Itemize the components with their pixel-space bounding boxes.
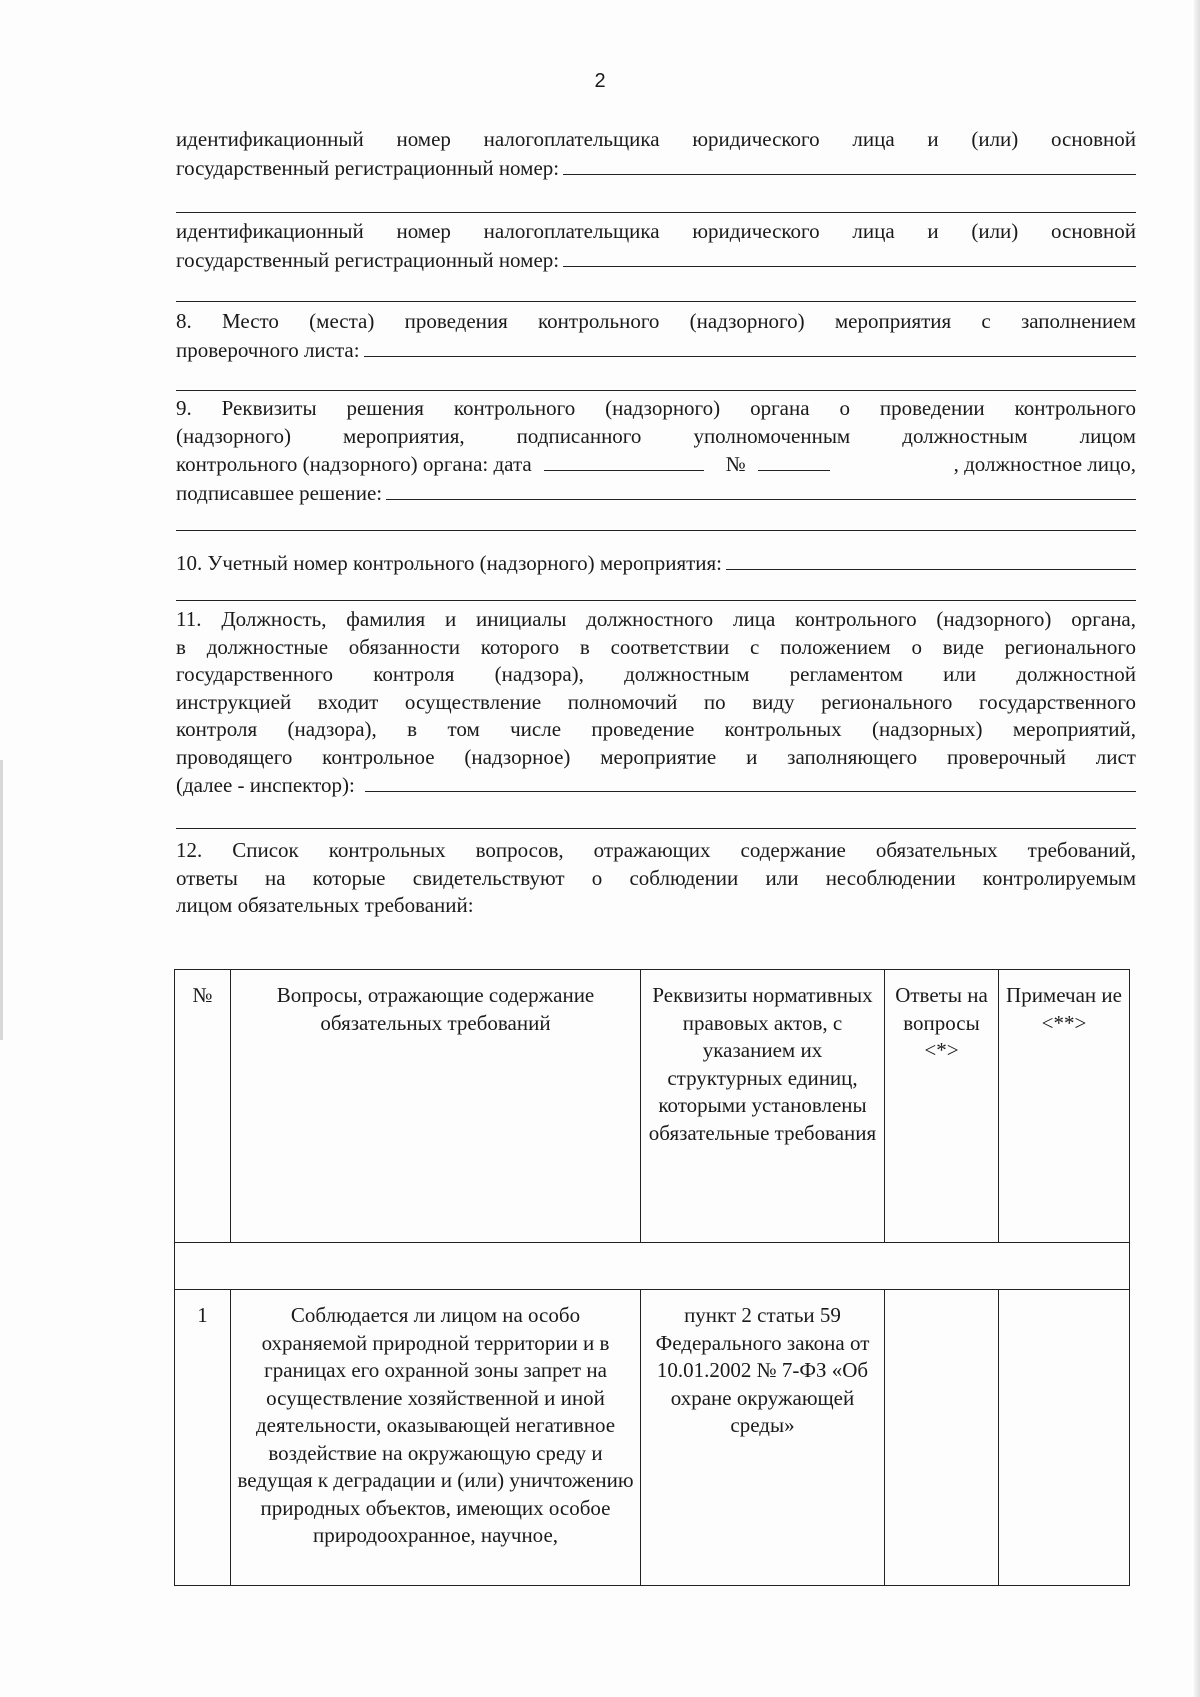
table-section-row [175, 1243, 1130, 1290]
registration-number-blank[interactable] [726, 549, 1136, 570]
item-8-line-1: 8. Место (места) проведения контрольного (надзорного) мероприятия с заполнением [176, 309, 1136, 333]
item-9-line-2: (надзорного) мероприятия, подписанного уполномоченным должностным лицом [176, 423, 1136, 448]
fill-rule[interactable] [176, 390, 1136, 391]
item-12-checklist-intro: 12. Список контрольных вопросов, отражающих содержание обязательных требований, ответы на которые свидетельствуют о соблюдении или несоблюдении контролируемым лицом обязательных требований: [176, 838, 1136, 917]
table-header-row [175, 970, 1130, 1243]
ogrn-line-1: государственный регистрационный номер: [176, 154, 1136, 183]
legal-entity-inn-block-2 [176, 218, 1136, 274]
checklist-table [174, 969, 1130, 1586]
fill-rule[interactable] [176, 301, 1136, 302]
place-fill-blank[interactable] [364, 336, 1136, 357]
row-question: Соблюдается ли лицом на особо охраняемой природной территории и в границах его охранной зоны запрет на осуществление хозяйственной и иной деятельности, оказывающей негативное воздействие на окружающую среду и ведущая к деградации и (или) уничтожению природных объектов, имеющих особое природоохранное, научное, [231, 1290, 641, 1586]
item-11-last-line: (далее - инспектор): [176, 771, 1136, 800]
decision-number-blank[interactable] [758, 450, 830, 471]
item-9-line-4: подписавшее решение: [176, 479, 1136, 508]
fill-rule[interactable] [176, 600, 1136, 601]
header-number: № [175, 970, 231, 1243]
row-note-cell[interactable] [999, 1290, 1130, 1586]
fill-rule[interactable] [176, 212, 1136, 213]
scan-edge-left [0, 760, 3, 1040]
inspector-fill-blank[interactable] [365, 771, 1136, 792]
ogrn-line-2: государственный регистрационный номер: [176, 246, 1136, 275]
item-8-line-2: проверочного листа: [176, 336, 1136, 365]
header-notes: Примечан ие <**> [999, 970, 1130, 1243]
scan-edge [1194, 0, 1200, 1697]
inn-line-2: идентификационный номер налогоплательщика юридического лица и (или) основной [176, 219, 1136, 243]
item-11-inspector: 11. Должность, фамилия и инициалы должностного лица контрольного (надзорного) органа, в должностные обязанности которого в соответствии с положением о виде регионального государственного контроля (надзора), должностным регламентом или должностной инструкцией входит осуществление полномочий по виду регионального государственного контроля (надзора), в том числе проведение контрольных (надзорных) мероприятий, проводящего контрольное (надзорное) мероприятие и заполняющего проверочный лист (далее - инспектор): [176, 606, 1136, 800]
header-answers: Ответы на вопросы <*> [885, 970, 999, 1243]
item-9-line-1: 9. Реквизиты решения контрольного (надзорного) органа о проведении контрольного [176, 396, 1136, 420]
decision-date-blank[interactable] [544, 450, 704, 471]
section-cell [175, 1243, 1130, 1290]
row-requisites: пункт 2 статьи 59 Федерального закона от 10.01.2002 № 7-ФЗ «Об охране окружающей среды» [641, 1290, 885, 1586]
header-requisites: Реквизиты нормативных правовых актов, с указанием их структурных единиц, которыми установлены обязательные требования [641, 970, 885, 1243]
ogrn-fill-blank[interactable] [563, 246, 1136, 267]
ogrn-fill-blank[interactable] [563, 154, 1136, 175]
legal-entity-inn-block-1 [176, 126, 1136, 182]
item-10-registration-number [176, 549, 1136, 578]
row-number: 1 [175, 1290, 231, 1586]
signer-fill-blank[interactable] [386, 479, 1136, 500]
header-questions: Вопросы, отражающие содержание обязательных требований [231, 970, 641, 1243]
item-8-inspection-place [176, 308, 1136, 364]
item-9-decision-details [176, 395, 1136, 507]
inn-line-1: идентификационный номер налогоплательщика юридического лица и (или) основной [176, 127, 1136, 151]
row-answer-cell[interactable] [885, 1290, 999, 1586]
fill-rule[interactable] [176, 530, 1136, 531]
fill-rule[interactable] [176, 828, 1136, 829]
item-9-line-3: контрольного (надзорного) органа: дата № , должностное лицо, [176, 452, 1136, 476]
page-number: 2 [594, 70, 606, 92]
table-row [175, 1290, 1130, 1586]
item-10-line: 10. Учетный номер контрольного (надзорного) мероприятия: [176, 549, 1136, 578]
